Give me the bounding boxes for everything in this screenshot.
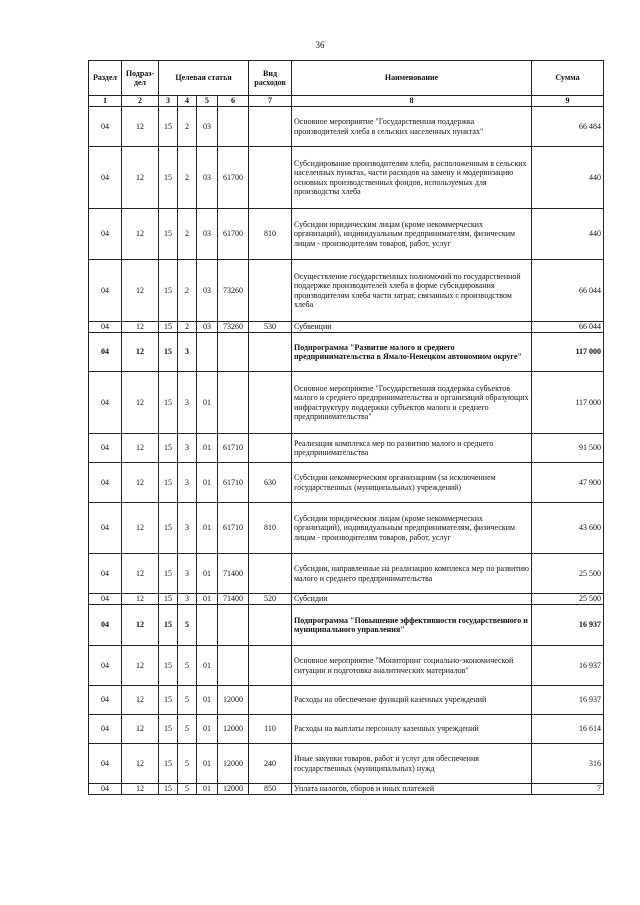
cell-section: 04	[89, 434, 122, 463]
budget-table-body	[89, 107, 604, 795]
header-amount: Сумма	[532, 61, 604, 96]
cell-program: 15	[159, 463, 178, 503]
cell-amount: 16 937	[532, 646, 604, 686]
cell-expense-type: 240	[249, 744, 292, 784]
cell-subsection: 12	[122, 463, 159, 503]
cell-expense-type	[249, 554, 292, 594]
cell-subprogram: 3	[178, 554, 197, 594]
cell-program: 15	[159, 147, 178, 209]
cell-subsection: 12	[122, 686, 159, 715]
cell-main-event: 01	[197, 784, 218, 795]
cell-subprogram: 3	[178, 594, 197, 605]
cell-direction	[218, 646, 249, 686]
column-number: 5	[197, 96, 218, 107]
cell-expense-type: 810	[249, 209, 292, 260]
cell-amount: 66 484	[532, 107, 604, 147]
cell-name: Подпрограмма "Развитие малого и среднего предпринимательства в Ямало-Ненецком автономном округе"	[292, 333, 532, 372]
cell-amount: 66 044	[532, 322, 604, 333]
table-row	[89, 372, 604, 434]
table-row	[89, 686, 604, 715]
cell-program: 15	[159, 209, 178, 260]
cell-subsection: 12	[122, 372, 159, 434]
table-row	[89, 646, 604, 686]
cell-expense-type	[249, 434, 292, 463]
cell-subprogram: 5	[178, 715, 197, 744]
cell-program: 15	[159, 434, 178, 463]
cell-subprogram: 5	[178, 605, 197, 646]
cell-subprogram: 5	[178, 744, 197, 784]
cell-section: 04	[89, 605, 122, 646]
column-number: 3	[159, 96, 178, 107]
cell-subsection: 12	[122, 646, 159, 686]
table-row	[89, 744, 604, 784]
table-row	[89, 260, 604, 322]
cell-name: Основное мероприятие "Государственная поддержка субъектов малого и среднего предпринимательства и организаций образующих инфраструктуру поддержки субъектов малого и среднего предпринимательства"	[292, 372, 532, 434]
header-name: Наименование	[292, 61, 532, 96]
cell-expense-type	[249, 605, 292, 646]
cell-name: Расходы на обеспечение функций казенных учреждений	[292, 686, 532, 715]
cell-section: 04	[89, 322, 122, 333]
cell-expense-type: 850	[249, 784, 292, 795]
cell-subsection: 12	[122, 322, 159, 333]
cell-section: 04	[89, 463, 122, 503]
cell-section: 04	[89, 784, 122, 795]
cell-expense-type	[249, 260, 292, 322]
cell-main-event: 01	[197, 715, 218, 744]
cell-main-event: 01	[197, 594, 218, 605]
header-subsection: Подраз-дел	[122, 61, 159, 96]
cell-main-event: 01	[197, 372, 218, 434]
column-numbers-row	[89, 96, 604, 107]
cell-section: 04	[89, 147, 122, 209]
cell-main-event	[197, 605, 218, 646]
cell-program: 15	[159, 503, 178, 554]
cell-subsection: 12	[122, 744, 159, 784]
cell-subprogram: 2	[178, 147, 197, 209]
table-row	[89, 605, 604, 646]
cell-program: 15	[159, 107, 178, 147]
table-row	[89, 107, 604, 147]
cell-subprogram: 2	[178, 107, 197, 147]
column-number: 9	[532, 96, 604, 107]
cell-main-event: 01	[197, 503, 218, 554]
cell-section: 04	[89, 594, 122, 605]
cell-amount: 117 000	[532, 333, 604, 372]
cell-expense-type	[249, 372, 292, 434]
cell-name: Субсидии	[292, 594, 532, 605]
cell-subprogram: 3	[178, 434, 197, 463]
cell-program: 15	[159, 333, 178, 372]
table-row	[89, 503, 604, 554]
budget-table	[88, 60, 604, 795]
cell-direction: 71400	[218, 594, 249, 605]
cell-subprogram: 3	[178, 333, 197, 372]
cell-name: Иные закупки товаров, работ и услуг для обеспечения государственных (муниципальных) нужд	[292, 744, 532, 784]
header-section: Раздел	[89, 61, 122, 96]
cell-program: 15	[159, 322, 178, 333]
cell-amount: 91 500	[532, 434, 604, 463]
cell-main-event: 03	[197, 209, 218, 260]
cell-amount: 47 900	[532, 463, 604, 503]
cell-main-event: 01	[197, 463, 218, 503]
cell-amount: 16 937	[532, 605, 604, 646]
cell-direction: 12000	[218, 784, 249, 795]
cell-subprogram: 2	[178, 209, 197, 260]
cell-subsection: 12	[122, 147, 159, 209]
page-number: 36	[315, 40, 325, 50]
cell-program: 15	[159, 372, 178, 434]
cell-subprogram: 2	[178, 322, 197, 333]
column-number: 7	[249, 96, 292, 107]
cell-expense-type	[249, 147, 292, 209]
cell-section: 04	[89, 554, 122, 594]
cell-direction: 73260	[218, 260, 249, 322]
cell-direction: 61710	[218, 434, 249, 463]
cell-main-event: 01	[197, 686, 218, 715]
cell-subsection: 12	[122, 554, 159, 594]
table-row	[89, 784, 604, 795]
cell-name: Подпрограмма "Повышение эффективности государственного и муниципального управления"	[292, 605, 532, 646]
cell-subprogram: 3	[178, 463, 197, 503]
cell-expense-type: 110	[249, 715, 292, 744]
table-row	[89, 463, 604, 503]
column-number: 2	[122, 96, 159, 107]
column-number: 6	[218, 96, 249, 107]
cell-direction: 12000	[218, 744, 249, 784]
table-row	[89, 554, 604, 594]
cell-section: 04	[89, 333, 122, 372]
cell-expense-type	[249, 107, 292, 147]
cell-section: 04	[89, 744, 122, 784]
cell-amount: 43 600	[532, 503, 604, 554]
cell-program: 15	[159, 784, 178, 795]
cell-main-event: 03	[197, 260, 218, 322]
cell-name: Реализация комплекса мер по развитию малого и среднего предпринимательства	[292, 434, 532, 463]
cell-subprogram: 3	[178, 503, 197, 554]
cell-section: 04	[89, 686, 122, 715]
cell-main-event: 03	[197, 322, 218, 333]
table-row	[89, 594, 604, 605]
cell-subsection: 12	[122, 503, 159, 554]
header-expense-type: Вид расходов	[249, 61, 292, 96]
table-row	[89, 333, 604, 372]
cell-name: Осуществление государственных полномочий по государственной поддержке производителей хлеба в форме субсидирования производителям хлеба части затрат, связанных с производством хлеба	[292, 260, 532, 322]
cell-expense-type: 530	[249, 322, 292, 333]
cell-main-event: 03	[197, 147, 218, 209]
cell-direction	[218, 333, 249, 372]
cell-direction: 73260	[218, 322, 249, 333]
cell-subsection: 12	[122, 434, 159, 463]
cell-direction: 61700	[218, 147, 249, 209]
cell-main-event: 01	[197, 646, 218, 686]
cell-subsection: 12	[122, 260, 159, 322]
cell-direction	[218, 107, 249, 147]
cell-program: 15	[159, 715, 178, 744]
cell-program: 15	[159, 594, 178, 605]
cell-expense-type	[249, 333, 292, 372]
column-number: 8	[292, 96, 532, 107]
cell-amount: 440	[532, 147, 604, 209]
cell-section: 04	[89, 209, 122, 260]
cell-name: Субсидии некоммерческим организациям (за исключением государственных (муниципальных) учреждений)	[292, 463, 532, 503]
cell-subsection: 12	[122, 209, 159, 260]
cell-name: Субсидии юридическим лицам (кроме некоммерческих организаций), индивидуальным предпринимателям, физическим лицам - производителям товаров, работ, услуг	[292, 503, 532, 554]
cell-section: 04	[89, 503, 122, 554]
cell-direction: 61710	[218, 463, 249, 503]
cell-subprogram: 3	[178, 372, 197, 434]
cell-section: 04	[89, 715, 122, 744]
cell-subsection: 12	[122, 594, 159, 605]
cell-expense-type: 520	[249, 594, 292, 605]
table-row	[89, 434, 604, 463]
table-row	[89, 147, 604, 209]
cell-program: 15	[159, 744, 178, 784]
cell-subprogram: 2	[178, 260, 197, 322]
cell-name: Субсидии юридическим лицам (кроме некоммерческих организаций), индивидуальным предпринимателям, физическим лицам - производителям товаров, работ, услуг	[292, 209, 532, 260]
cell-program: 15	[159, 260, 178, 322]
cell-main-event: 03	[197, 107, 218, 147]
cell-expense-type: 810	[249, 503, 292, 554]
column-number: 4	[178, 96, 197, 107]
cell-direction: 12000	[218, 686, 249, 715]
cell-direction: 61700	[218, 209, 249, 260]
table-row	[89, 322, 604, 333]
cell-subsection: 12	[122, 605, 159, 646]
cell-expense-type: 630	[249, 463, 292, 503]
cell-direction: 12000	[218, 715, 249, 744]
cell-program: 15	[159, 605, 178, 646]
cell-name: Основное мероприятие "Государственная поддержка производителей хлеба в сельских населенных пунктах"	[292, 107, 532, 147]
cell-name: Субсидирование производителям хлеба, расположенным в сельских населенных пунктах, части расходов на замену и модернизацию основных производственных фондов, используемых для производства хлеба	[292, 147, 532, 209]
table-row	[89, 209, 604, 260]
cell-main-event: 01	[197, 744, 218, 784]
cell-program: 15	[159, 554, 178, 594]
cell-section: 04	[89, 107, 122, 147]
cell-amount: 25 500	[532, 594, 604, 605]
cell-amount: 16 614	[532, 715, 604, 744]
cell-subsection: 12	[122, 715, 159, 744]
cell-name: Уплата налогов, сборов и иных платежей	[292, 784, 532, 795]
cell-name: Расходы на выплаты персоналу казенных учреждений	[292, 715, 532, 744]
cell-subsection: 12	[122, 784, 159, 795]
column-number: 1	[89, 96, 122, 107]
cell-direction	[218, 372, 249, 434]
cell-expense-type	[249, 646, 292, 686]
header-target-article: Целевая статья	[159, 61, 249, 96]
cell-section: 04	[89, 646, 122, 686]
cell-subprogram: 5	[178, 646, 197, 686]
cell-amount: 440	[532, 209, 604, 260]
cell-amount: 316	[532, 744, 604, 784]
cell-direction: 61710	[218, 503, 249, 554]
cell-subprogram: 5	[178, 686, 197, 715]
table-row	[89, 715, 604, 744]
cell-section: 04	[89, 372, 122, 434]
cell-program: 15	[159, 686, 178, 715]
cell-subsection: 12	[122, 107, 159, 147]
cell-program: 15	[159, 646, 178, 686]
cell-amount: 66 044	[532, 260, 604, 322]
cell-direction	[218, 605, 249, 646]
cell-section: 04	[89, 260, 122, 322]
cell-subprogram: 5	[178, 784, 197, 795]
cell-amount: 16 937	[532, 686, 604, 715]
cell-main-event	[197, 333, 218, 372]
cell-name: Основное мероприятие "Мониторинг социально-экономической ситуации и подготовка аналитических материалов"	[292, 646, 532, 686]
cell-main-event: 01	[197, 434, 218, 463]
cell-name: Субвенции	[292, 322, 532, 333]
cell-main-event: 01	[197, 554, 218, 594]
cell-amount: 25 500	[532, 554, 604, 594]
cell-name: Субсидии, направленные на реализацию комплекса мер по развитию малого и среднего предпринимательства	[292, 554, 532, 594]
cell-expense-type	[249, 686, 292, 715]
cell-amount: 7	[532, 784, 604, 795]
cell-amount: 117 000	[532, 372, 604, 434]
cell-subsection: 12	[122, 333, 159, 372]
cell-direction: 71400	[218, 554, 249, 594]
